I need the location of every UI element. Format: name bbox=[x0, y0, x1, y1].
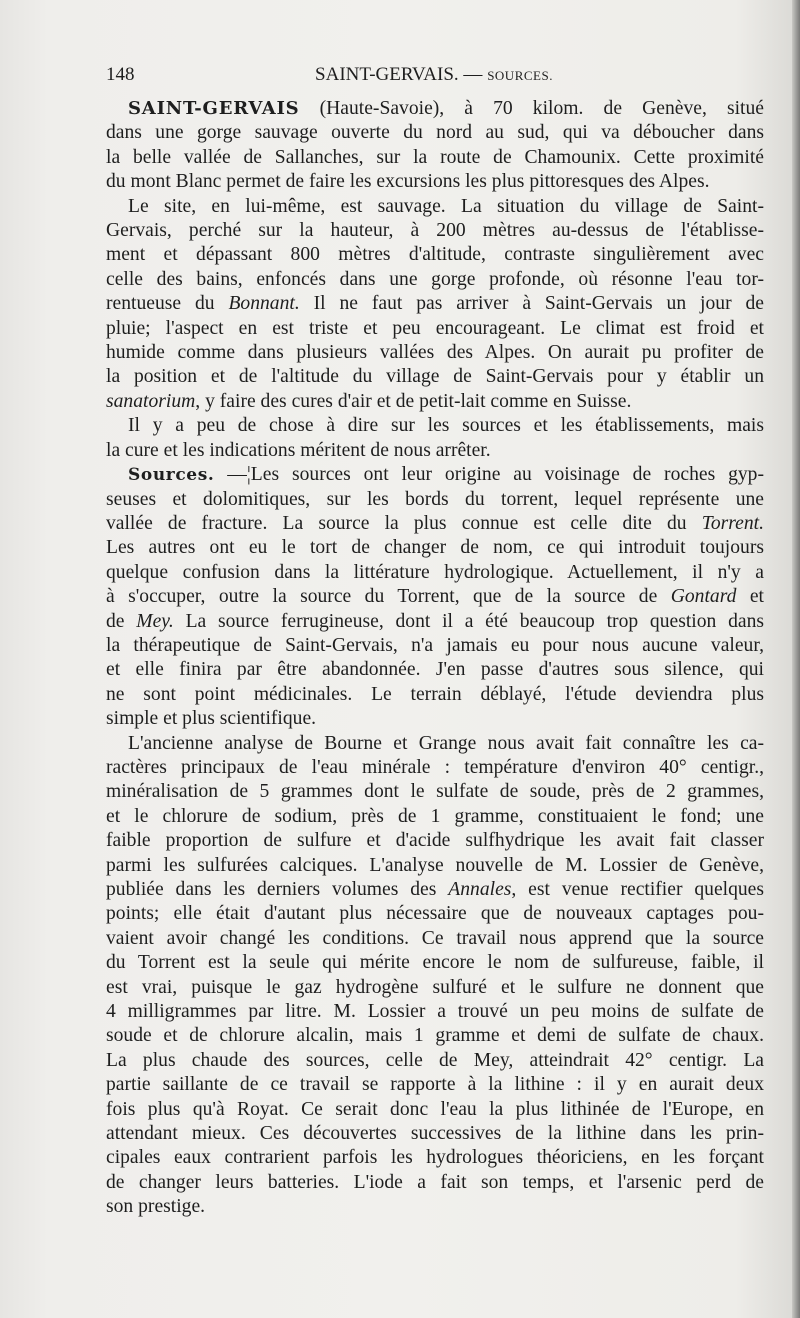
paragraph-sources bbox=[106, 463, 764, 731]
body-text bbox=[106, 97, 764, 1220]
text-line: soude et de chlorure alcalin, mais 1 gramme et demi de sulfate de chaux. bbox=[106, 1025, 764, 1047]
running-head bbox=[106, 64, 762, 92]
text-line: et elle finira par être abandonnée. J'en passe d'autres sous silence, qui bbox=[106, 659, 764, 681]
text-line: est vrai, puisque le gaz hydrogène sulfuré et le sulfure ne donnent que bbox=[106, 976, 764, 998]
page-number: 148 bbox=[106, 64, 135, 85]
paragraph-site bbox=[106, 195, 764, 415]
text-line: quelque confusion dans la littérature hydrologique. Actuellement, il n'y a bbox=[106, 561, 764, 583]
section-heading: Sources. bbox=[128, 465, 215, 486]
text-line: celle des bains, enfoncés dans une gorge profonde, où résonne l'eau tor- bbox=[106, 268, 764, 290]
text-line: humide comme dans plusieurs vallées des Alpes. On aurait pu profiter de bbox=[106, 342, 764, 364]
paragraph-cure bbox=[106, 414, 764, 463]
text-line: Gervais, perché sur la hauteur, à 200 mètres au-dessus de l'établisse- bbox=[106, 220, 764, 242]
text-line: attendant mieux. Ces découvertes successives de la lithine dans les prin- bbox=[106, 1123, 764, 1145]
text-line: La plus chaude des sources, celle de Mey, atteindrait 42° centigr. La bbox=[106, 1049, 764, 1071]
italic-term: Bonnant. bbox=[228, 293, 300, 315]
text-line: la belle vallée de Sallanches, sur la route de Chamounix. Cette proximité bbox=[106, 146, 764, 168]
text-line: seuses et dolomitiques, sur les bords du torrent, lequel représente une bbox=[106, 488, 764, 510]
italic-term: sanatorium bbox=[106, 390, 196, 412]
text-line: de changer leurs batteries. L'iode a fait son temps, et l'arsenic perd de bbox=[106, 1171, 764, 1193]
italic-term: Annales bbox=[448, 879, 512, 900]
text-line: de Mey. La source ferrugineuse, dont il a été beaucoup trop question dans bbox=[106, 610, 764, 632]
text-line: la thérapeutique de Saint-Gervais, n'a jamais eu pour nous aucune valeur, bbox=[106, 634, 764, 656]
text-line: la position et de l'altitude du village de Saint-Gervais pour y établir un bbox=[106, 366, 764, 388]
text-line: ractères principaux de l'eau minérale : température d'environ 40° centigr., bbox=[106, 756, 764, 778]
text-line: publiée dans les derniers volumes des Annales, est venue rectifier quelques bbox=[106, 879, 765, 900]
place-name: SAINT-GERVAIS bbox=[128, 98, 300, 119]
paragraph-analysis bbox=[106, 732, 764, 1220]
text-line: 4 milligrammes par litre. M. Lossier a trouvé un peu moins de sulfate de bbox=[106, 1001, 764, 1023]
text-line: points; elle était d'autant plus nécessaire que de nouveaux captages pou- bbox=[106, 903, 764, 925]
text-line: et le chlorure de sodium, près de 1 gramme, constituaient le fond; une bbox=[106, 805, 764, 827]
text-line: Sources. —¦Les sources ont leur origine au voisinage de roches gyp- bbox=[128, 464, 764, 486]
text-line: minéralisation de 5 grammes dont le sulfate de soude, près de 2 grammes, bbox=[106, 781, 764, 803]
text-line: parmi les sulfurées calciques. L'analyse nouvelle de M. Lossier de Genève, bbox=[106, 854, 764, 876]
text-line: partie saillante de ce travail se rapporte à la lithine : il y en aurait deux bbox=[106, 1074, 764, 1096]
text-line: simple et plus scientifique. bbox=[106, 708, 317, 730]
text-line: dans une gorge sauvage ouverte du nord au sud, qui va déboucher dans bbox=[106, 122, 764, 144]
italic-term: Mey. bbox=[136, 610, 174, 632]
text-line: Le site, en lui-même, est sauvage. La situation du village de Saint- bbox=[128, 195, 764, 217]
text-line: fois plus qu'à Royat. Ce serait donc l'eau la plus lithinée de l'Europe, en bbox=[106, 1098, 764, 1120]
text-line: du mont Blanc permet de faire les excursions les plus pittoresques des Alpes. bbox=[106, 171, 710, 193]
text-line: Les autres ont eu le tort de changer de nom, ce qui introduit toujours bbox=[106, 537, 764, 559]
text-line: du Torrent est la seule qui mérite encore le nom de sulfureuse, faible, il bbox=[106, 952, 764, 974]
page-edge bbox=[792, 0, 800, 1318]
text-line: L'ancienne analyse de Bourne et Grange nous avait fait connaître les ca- bbox=[128, 732, 764, 754]
text-line: pluie; l'aspect en est triste et peu encourageant. Le climat est froid et bbox=[106, 317, 764, 339]
italic-term: Gontard bbox=[670, 586, 737, 608]
running-title-main: SAINT-GERVAIS. — bbox=[315, 64, 483, 85]
running-title-section: SOURCES. bbox=[487, 68, 553, 83]
text-line: faible proportion de sulfure et d'acide sulfhydrique les avait fait classer bbox=[106, 830, 764, 852]
text-line: ne sont point médicinales. Le terrain déblayé, l'étude deviendra plus bbox=[106, 683, 764, 705]
text-line: sanatorium, y faire des cures d'air et de petit-lait comme en Suisse. bbox=[106, 390, 632, 412]
text-line: vaient avoir changé les conditions. Ce travail nous apprend que la source bbox=[106, 927, 764, 949]
text-line: à s'occuper, outre la source du Torrent, que de la source de Gontard et bbox=[106, 586, 764, 608]
running-title bbox=[106, 64, 762, 86]
text-line: ment et dépassant 800 mètres d'altitude, contraste singulièrement avec bbox=[106, 244, 764, 266]
text-line: Il y a peu de chose à dire sur les sources et les établissements, mais bbox=[128, 415, 764, 437]
text-line: rentueuse du Bonnant. Il ne faut pas arriver à Saint-Gervais un jour de bbox=[106, 293, 764, 315]
text-line: vallée de fracture. La source la plus connue est celle dite du Torrent. bbox=[106, 512, 764, 534]
text-line: la cure et les indications méritent de nous arrêter. bbox=[106, 439, 491, 461]
text-line: SAINT-GERVAIS (Haute-Savoie), à 70 kilom. de Genève, situé bbox=[128, 98, 764, 119]
text-line: son prestige. bbox=[106, 1196, 206, 1218]
text-line: cipales eaux contrarient parfois les hydrologues théoriciens, en les forçant bbox=[106, 1147, 764, 1169]
paragraph-intro bbox=[106, 97, 764, 195]
italic-term: Torrent. bbox=[701, 512, 764, 534]
